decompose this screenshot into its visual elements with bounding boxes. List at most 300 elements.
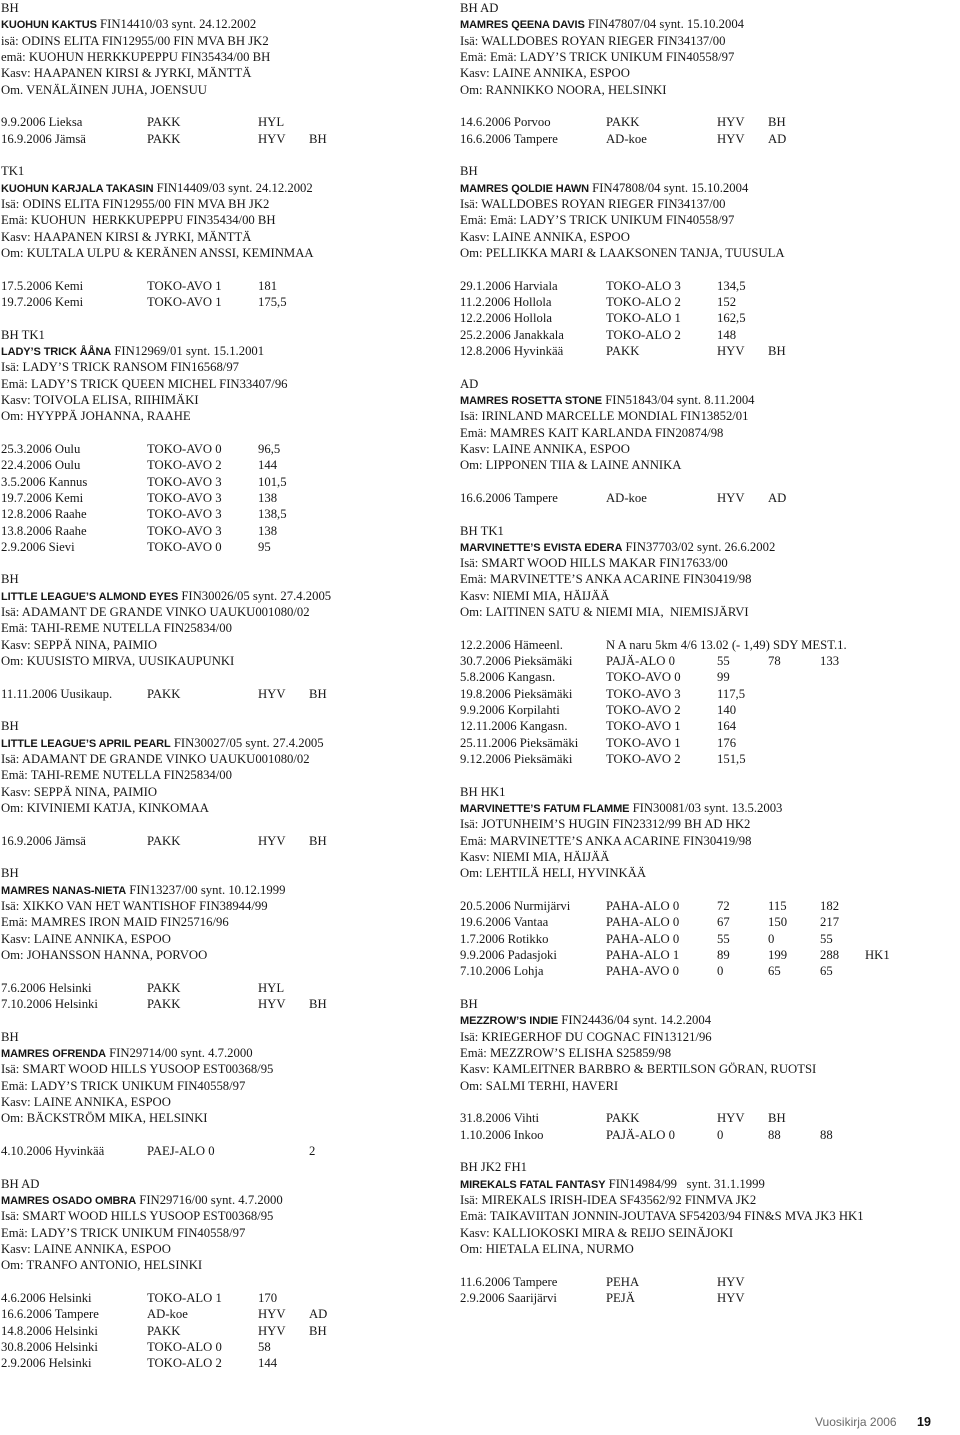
result-cell: 16.6.2006 Tampere: [460, 131, 558, 146]
result-cell: PAKK: [147, 997, 181, 1012]
result-cell: 144: [258, 458, 278, 473]
owner-line: Om: JOHANSSON HANNA, PORVOO: [1, 948, 208, 963]
result-cell: TOKO-ALO 2: [606, 294, 681, 309]
result-row: [460, 898, 956, 914]
result-row: [460, 1110, 956, 1126]
result-row: [460, 1290, 956, 1306]
result-cell: 89: [717, 948, 730, 963]
sire-line: Isä: KRIEGERHOF DU COGNAC FIN13121/96: [460, 1029, 712, 1044]
result-cell: 16.6.2006 Tampere: [460, 490, 558, 505]
dam-line: Emä: MAMRES IRON MAID FIN25716/96: [1, 915, 229, 930]
result-row: [1, 490, 453, 506]
result-row: [1, 131, 453, 147]
dam-line: Emä: LADY’S TRICK UNIKUM FIN40558/97: [1, 1078, 246, 1093]
results-table: [1, 114, 453, 147]
result-cell: 0: [768, 931, 775, 946]
breeder-line: Kasv: SEPPÄ NINA, PAIMIO: [1, 784, 158, 799]
result-cell: 164: [717, 719, 737, 734]
result-cell: 4.10.2006 Hyvinkää: [1, 1143, 105, 1158]
result-cell: PAKK: [606, 115, 640, 130]
dog-entry: [460, 996, 956, 1143]
registration-info: FIN47807/04 synt. 15.10.2004: [587, 17, 745, 32]
result-cell: HYV: [258, 1323, 286, 1338]
dam-line: Emä: MARVINETTE’S ANKA ACARINE FIN30419/98: [460, 833, 752, 848]
result-row: [460, 947, 956, 963]
result-row: [1, 686, 453, 702]
result-row: [1, 294, 453, 310]
result-cell: PAKK: [606, 1111, 640, 1126]
result-row: [1, 833, 453, 849]
page-footer: [0, 1414, 960, 1430]
result-cell: 16.6.2006 Tampere: [1, 1307, 99, 1322]
dog-name: MAMRES OSADO OMBRA: [1, 1194, 137, 1207]
result-cell: TOKO-AVO 3: [147, 474, 222, 489]
results-table: [1, 833, 453, 849]
name-line: [1, 343, 453, 359]
result-cell: TOKO-AVO 2: [606, 752, 681, 767]
dog-name: MAMRES NANAS-NIETA: [1, 884, 127, 897]
result-cell: 67: [717, 915, 730, 930]
dog-name: LITTLE LEAGUE’S ALMOND EYES: [1, 590, 179, 603]
result-cell: TOKO-ALO 1: [606, 311, 681, 326]
results-table: [460, 1274, 956, 1307]
results-table: [460, 490, 956, 506]
result-cell: TOKO-ALO 2: [147, 1356, 222, 1371]
result-cell: PAHA-ALO 0: [606, 899, 680, 914]
result-cell: HYV: [717, 131, 745, 146]
result-cell: BH: [768, 115, 786, 130]
owner-line: Om: TRANFO ANTONIO, HELSINKI: [1, 1258, 203, 1273]
result-row: [1, 1339, 453, 1355]
left-column: [1, 0, 453, 1388]
name-line: [460, 1012, 956, 1028]
name-line: [460, 800, 956, 816]
breeder-line: Kasv: TOIVOLA ELISA, RIIHIMÄKI: [1, 392, 199, 407]
owner-line: Om: KIVINIEMI KATJA, KINKOMAA: [1, 801, 209, 816]
result-cell: HYL: [258, 980, 285, 995]
result-row: [460, 963, 956, 979]
result-cell: 88: [768, 1127, 781, 1142]
titles-line: BH TK1: [460, 523, 504, 538]
results-table: [1, 686, 453, 702]
result-cell: 72: [717, 899, 730, 914]
dog-entry: [1, 163, 453, 310]
result-cell: PAHA-AVO 0: [606, 964, 679, 979]
dog-name: MARVINETTE’S FATUM FLAMME: [460, 803, 630, 816]
result-cell: 12.2.2006 Hämeenl.: [460, 637, 563, 652]
name-line: [1, 1045, 453, 1061]
sire-line: Isä: SMART WOOD HILLS YUSOOP EST00368/95: [1, 1062, 274, 1077]
result-row: [460, 131, 956, 147]
dog-name: MAMRES OFRENDA: [1, 1048, 106, 1060]
result-cell: 14.8.2006 Helsinki: [1, 1323, 98, 1338]
result-cell: 2.9.2006 Saarijärvi: [460, 1290, 557, 1305]
result-cell: TOKO-AVO 2: [606, 703, 681, 718]
dog-name: LADY’S TRICK ÅÅNA: [1, 345, 112, 358]
owner-line: Om. VENÄLÄINEN JUHA, JOENSUU: [1, 82, 207, 97]
results-table: [460, 278, 956, 360]
owner-line: Om: BÄCKSTRÖM MIKA, HELSINKI: [1, 1111, 208, 1126]
breeder-line: Kasv: KALLIOKOSKI MIRA & REIJO SEINÄJOKI: [460, 1225, 734, 1240]
registration-info: FIN12969/01 synt. 15.1.2001: [114, 343, 265, 358]
result-row: [460, 327, 956, 343]
owner-line: Om: LIPPONEN TIIA & LAINE ANNIKA: [460, 458, 682, 473]
result-cell: 13.8.2006 Raahe: [1, 523, 87, 538]
registration-info: FIN30081/03 synt. 13.5.2003: [632, 801, 783, 816]
owner-line: Om: HYYPPÄ JOHANNA, RAAHE: [1, 409, 191, 424]
result-cell: 151,5: [717, 752, 746, 767]
titles-line: BH: [1, 719, 19, 734]
result-cell: TOKO-ALO 1: [147, 1290, 222, 1305]
page-number: 19: [917, 1415, 931, 1429]
result-cell: TOKO-ALO 0: [147, 1339, 222, 1354]
result-cell: N A naru 5km 4/6 13.02 (- 1,49) SDY MEST.1.: [606, 637, 847, 652]
breeder-line: Kasv: LAINE ANNIKA, ESPOO: [460, 229, 630, 244]
result-cell: 96,5: [258, 441, 281, 456]
result-cell: HYV: [258, 997, 286, 1012]
result-row: [460, 702, 956, 718]
breeder-line: Kasv: LAINE ANNIKA, ESPOO: [1, 931, 171, 946]
registration-info: FIN14409/03 synt. 24.12.2002: [156, 180, 313, 195]
result-row: [1, 996, 453, 1012]
titles-line: AD: [460, 376, 479, 391]
dam-line: Emä: KUOHUN HERKKUPEPPU FIN35434/00 BH: [1, 213, 276, 228]
owner-line: Om: HIETALA ELINA, NURMO: [460, 1241, 634, 1256]
sire-line: Isä: XIKKO VAN HET WANTISHOF FIN38944/99: [1, 899, 268, 914]
result-cell: 175,5: [258, 294, 287, 309]
owner-line: Om: KULTALA ULPU & KERÄNEN ANSSI, KEMINMAA: [1, 245, 314, 260]
result-cell: 16.9.2006 Jämsä: [1, 131, 86, 146]
result-cell: 78: [768, 654, 781, 669]
titles-line: BH JK2 FH1: [460, 1160, 527, 1175]
titles-line: BH: [1, 572, 19, 587]
result-cell: 25.2.2006 Janakkala: [460, 327, 564, 342]
result-cell: HYV: [258, 686, 286, 701]
result-cell: HYV: [717, 1111, 745, 1126]
sire-line: Isä: SMART WOOD HILLS YUSOOP EST00368/95: [1, 1209, 274, 1224]
result-cell: 25.11.2006 Pieksämäki: [460, 735, 579, 750]
result-cell: 7.10.2006 Lohja: [460, 964, 544, 979]
registration-info: FIN47808/04 synt. 15.10.2004: [592, 180, 749, 195]
result-cell: 12.8.2006 Raahe: [1, 507, 87, 522]
right-column: [460, 0, 956, 1323]
result-cell: 9.9.2006 Padasjoki: [460, 948, 557, 963]
result-cell: 2.9.2006 Helsinki: [1, 1356, 92, 1371]
breeder-line: Kasv: HAAPANEN KIRSI & JYRKI, MÄNTTÄ: [1, 229, 252, 244]
result-cell: 2.9.2006 Sievi: [1, 539, 75, 554]
result-cell: 17.5.2006 Kemi: [1, 278, 84, 293]
result-cell: BH: [309, 131, 327, 146]
result-cell: 170: [258, 1290, 278, 1305]
result-cell: 0: [717, 964, 724, 979]
result-cell: PAKK: [606, 343, 640, 358]
registration-info: FIN30026/05 synt. 27.4.2005: [181, 588, 332, 603]
sire-line: Isä: WALLDOBES ROYAN RIEGER FIN34137/00: [460, 33, 726, 48]
titles-line: BH AD: [460, 1, 499, 15]
result-cell: 0: [717, 1127, 724, 1142]
result-cell: 19.7.2006 Kemi: [1, 294, 84, 309]
dam-line: Emä: LADY’S TRICK QUEEN MICHEL FIN33407/96: [1, 376, 288, 391]
dog-name: KUOHUN KAKTUS: [1, 19, 97, 32]
dog-name: MAMRES QOLDIE HAWN: [460, 182, 589, 195]
dog-entry: [460, 0, 956, 147]
result-cell: 133: [820, 654, 840, 669]
results-table: [460, 1110, 956, 1143]
result-row: [460, 310, 956, 326]
result-row: [460, 1274, 956, 1290]
titles-line: BH: [1, 866, 19, 881]
result-cell: 162,5: [717, 311, 746, 326]
breeder-line: Kasv: LAINE ANNIKA, ESPOO: [1, 1241, 171, 1256]
result-row: [460, 1127, 956, 1143]
result-cell: 58: [258, 1339, 271, 1354]
result-cell: BH: [309, 686, 327, 701]
result-row: [1, 1143, 453, 1159]
dog-name: MAMRES QEENA DAVIS: [460, 19, 585, 32]
result-row: [460, 669, 956, 685]
titles-line: BH: [460, 997, 478, 1012]
titles-line: TK1: [1, 164, 25, 179]
result-cell: 7.6.2006 Helsinki: [1, 980, 92, 995]
result-cell: HYV: [258, 833, 286, 848]
result-row: [1, 1355, 453, 1371]
owner-line: Om: KUUSISTO MIRVA, UUSIKAUPUNKI: [1, 654, 235, 669]
result-cell: 138,5: [258, 507, 287, 522]
result-cell: TOKO-AVO 3: [606, 686, 681, 701]
result-cell: PAKK: [147, 833, 181, 848]
result-cell: 22.4.2006 Oulu: [1, 458, 81, 473]
result-cell: 115: [768, 899, 787, 914]
result-cell: 199: [768, 948, 788, 963]
owner-line: Om: RANNIKKO NOORA, HELSINKI: [460, 82, 667, 97]
titles-line: BH: [1, 1029, 19, 1044]
result-cell: HYV: [258, 131, 286, 146]
result-cell: 11.11.2006 Uusikaup.: [1, 686, 113, 701]
results-table: [1, 441, 453, 555]
registration-info: FIN14984/99 synt. 31.1.1999: [608, 1176, 765, 1191]
result-cell: 19.6.2006 Vantaa: [460, 915, 549, 930]
result-row: [460, 931, 956, 947]
result-cell: PAKK: [147, 131, 181, 146]
result-cell: PAKK: [147, 980, 181, 995]
result-cell: 12.11.2006 Kangasn.: [460, 719, 568, 734]
result-row: [1, 980, 453, 996]
result-row: [1, 1306, 453, 1322]
result-cell: 152: [717, 294, 737, 309]
result-cell: PAKK: [147, 1323, 181, 1338]
dog-name: MEZZROW’S INDIE: [460, 1015, 559, 1028]
sire-line: isä: ODINS ELITA FIN12955/00 FIN MVA BH JK2: [1, 33, 269, 48]
result-cell: 30.7.2006 Pieksämäki: [460, 654, 573, 669]
result-cell: PAEJ-ALO 0: [147, 1143, 215, 1158]
dam-line: Emä: TAIKAVIITAN JONNIN-JOUTAVA SF54203/94 FIN&S MVA JK3 HK1: [460, 1209, 864, 1224]
name-line: [1, 588, 453, 604]
dam-line: Emä: MARVINETTE’S ANKA ACARINE FIN30419/98: [460, 572, 752, 587]
result-cell: 9.9.2006 Korpilahti: [460, 703, 560, 718]
result-cell: 99: [717, 670, 730, 685]
result-cell: 12.2.2006 Hollola: [460, 311, 552, 326]
registration-info: FIN29714/00 synt. 4.7.2000: [109, 1046, 253, 1060]
registration-info: FIN30027/05 synt. 27.4.2005: [173, 735, 324, 750]
dam-line: Emä: LADY’S TRICK UNIKUM FIN40558/97: [1, 1225, 246, 1240]
result-row: [1, 1290, 453, 1306]
dog-name: MIREKALS FATAL FANTASY: [460, 1178, 606, 1191]
results-table: [1, 980, 453, 1013]
result-cell: HYV: [717, 343, 745, 358]
result-row: [1, 523, 453, 539]
registration-info: FIN37703/02 synt. 26.6.2002: [625, 539, 776, 554]
dam-line: emä: KUOHUN HERKKUPEPPU FIN35434/00 BH: [1, 49, 271, 64]
result-row: [460, 914, 956, 930]
results-table: [460, 637, 956, 768]
result-cell: 101,5: [258, 474, 287, 489]
result-cell: 55: [820, 931, 833, 946]
result-cell: PAKK: [147, 115, 181, 130]
result-cell: 181: [258, 278, 278, 293]
result-cell: 7.10.2006 Helsinki: [1, 997, 98, 1012]
result-cell: TOKO-AVO 1: [606, 719, 681, 734]
result-cell: 1.10.2006 Inkoo: [460, 1127, 544, 1142]
result-cell: 55: [717, 654, 730, 669]
sire-line: Isä: ADAMANT DE GRANDE VINKO UAUKU001080/02: [1, 752, 310, 767]
result-cell: AD: [309, 1307, 328, 1322]
result-cell: 16.9.2006 Jämsä: [1, 833, 86, 848]
dog-entry: [1, 571, 453, 702]
dog-name: LITTLE LEAGUE’S APRIL PEARL: [1, 737, 171, 750]
result-cell: 20.5.2006 Nurmijärvi: [460, 899, 571, 914]
result-cell: 11.2.2006 Hollola: [460, 294, 552, 309]
result-cell: PAHA-ALO 0: [606, 915, 680, 930]
result-cell: HYV: [258, 1307, 286, 1322]
result-cell: HYV: [717, 115, 745, 130]
result-cell: BH: [768, 1111, 786, 1126]
result-cell: 5.8.2006 Kangasn.: [460, 670, 556, 685]
results-table: [460, 898, 956, 980]
breeder-line: Kasv: NIEMI MIA, HÄIJÄÄ: [460, 588, 610, 603]
owner-line: Om: PELLIKKA MARI & LAAKSONEN TANJA, TUUSULA: [460, 245, 785, 260]
dog-entry: [1, 1176, 453, 1372]
sire-line: Isä: MIREKALS IRISH-IDEA SF43562/92 FINMVA JK2: [460, 1192, 757, 1207]
result-cell: TOKO-AVO 1: [606, 735, 681, 750]
result-cell: 138: [258, 523, 278, 538]
result-cell: TOKO-AVO 1: [147, 294, 222, 309]
breeder-line: Kasv: LAINE ANNIKA, ESPOO: [460, 441, 630, 456]
result-cell: PAJÄ-ALO 0: [606, 1127, 675, 1142]
sire-line: Isä: ODINS ELITA FIN12955/00 FIN MVA BH JK2: [1, 196, 270, 211]
result-cell: HYV: [717, 490, 745, 505]
result-cell: TOKO-AVO 2: [147, 458, 222, 473]
result-row: [1, 114, 453, 130]
result-cell: AD: [768, 131, 787, 146]
result-cell: 138: [258, 490, 278, 505]
result-row: [460, 343, 956, 359]
result-cell: 2: [309, 1143, 316, 1158]
result-cell: 4.6.2006 Helsinki: [1, 1290, 92, 1305]
breeder-line: Kasv: LAINE ANNIKA, ESPOO: [460, 66, 630, 81]
result-cell: TOKO-AVO 3: [147, 490, 222, 505]
result-cell: TOKO-AVO 3: [147, 507, 222, 522]
results-table: [460, 114, 956, 147]
name-line: [1, 735, 453, 751]
result-cell: 182: [820, 899, 840, 914]
result-cell: TOKO-ALO 2: [606, 327, 681, 342]
dam-line: Emä: Emä: LADY’S TRICK UNIKUM FIN40558/97: [460, 49, 735, 64]
result-cell: 1.7.2006 Rotikko: [460, 931, 549, 946]
result-row: [1, 278, 453, 294]
result-cell: HYL: [258, 115, 285, 130]
result-cell: PAJÄ-ALO 0: [606, 654, 675, 669]
dam-line: Emä: Emä: LADY’S TRICK UNIKUM FIN40558/97: [460, 213, 735, 228]
owner-line: Om: SALMI TERHI, HAVERI: [460, 1078, 619, 1093]
result-cell: 9.12.2006 Pieksämäki: [460, 752, 573, 767]
result-cell: 14.6.2006 Porvoo: [460, 115, 551, 130]
result-cell: 134,5: [717, 278, 746, 293]
name-line: [460, 539, 956, 555]
result-row: [1, 506, 453, 522]
titles-line: BH TK1: [1, 327, 45, 342]
registration-info: FIN24436/04 synt. 14.2.2004: [561, 1013, 712, 1028]
result-cell: 288: [820, 948, 840, 963]
name-line: [460, 16, 956, 32]
result-row: [1, 457, 453, 473]
result-cell: PEHA: [606, 1274, 640, 1289]
result-row: [460, 637, 956, 653]
breeder-line: Kasv: SEPPÄ NINA, PAIMIO: [1, 637, 158, 652]
result-cell: 25.3.2006 Oulu: [1, 441, 81, 456]
dog-name: KUOHUN KARJALA TAKASIN: [1, 182, 154, 195]
result-cell: HK1: [865, 948, 890, 963]
result-cell: 19.8.2006 Pieksämäki: [460, 686, 573, 701]
result-cell: HYV: [717, 1290, 745, 1305]
result-cell: 30.8.2006 Helsinki: [1, 1339, 98, 1354]
result-row: [1, 539, 453, 555]
result-row: [460, 294, 956, 310]
registration-info: FIN29716/00 synt. 4.7.2000: [139, 1192, 283, 1207]
result-cell: BH: [309, 1323, 327, 1338]
result-cell: 11.6.2006 Tampere: [460, 1274, 558, 1289]
result-cell: AD-koe: [147, 1307, 188, 1322]
titles-line: BH HK1: [460, 784, 506, 799]
result-cell: PEJÄ: [606, 1290, 635, 1305]
result-cell: AD-koe: [606, 131, 647, 146]
result-cell: 55: [717, 931, 730, 946]
result-cell: 140: [717, 703, 737, 718]
dam-line: Emä: TAHI-REME NUTELLA FIN25834/00: [1, 621, 232, 636]
registration-info: FIN51843/04 synt. 8.11.2004: [605, 392, 755, 407]
result-cell: TOKO-ALO 3: [606, 278, 681, 293]
result-row: [1, 1323, 453, 1339]
sire-line: Isä: WALLDOBES ROYAN RIEGER FIN34137/00: [460, 196, 726, 211]
result-row: [460, 718, 956, 734]
name-line: [460, 180, 956, 196]
dam-line: Emä: TAHI-REME NUTELLA FIN25834/00: [1, 768, 232, 783]
sire-line: Isä: LADY’S TRICK RANSOM FIN16568/97: [1, 360, 240, 375]
owner-line: Om: LAITINEN SATU & NIEMI MIA, NIEMISJÄRVI: [460, 605, 749, 620]
result-cell: 9.9.2006 Lieksa: [1, 115, 83, 130]
dog-entry: [1, 0, 453, 147]
result-cell: 19.7.2006 Kemi: [1, 490, 84, 505]
result-cell: 150: [768, 915, 788, 930]
result-cell: AD: [768, 490, 787, 505]
sire-line: Isä: ADAMANT DE GRANDE VINKO UAUKU001080/02: [1, 605, 310, 620]
result-cell: TOKO-AVO 0: [147, 539, 222, 554]
result-cell: 176: [717, 735, 737, 750]
titles-line: BH: [460, 164, 478, 179]
dog-name: MAMRES ROSETTA STONE: [460, 394, 603, 407]
result-cell: PAKK: [147, 686, 181, 701]
dam-line: Emä: MEZZROW’S ELISHA S25859/98: [460, 1046, 672, 1060]
result-row: [460, 686, 956, 702]
